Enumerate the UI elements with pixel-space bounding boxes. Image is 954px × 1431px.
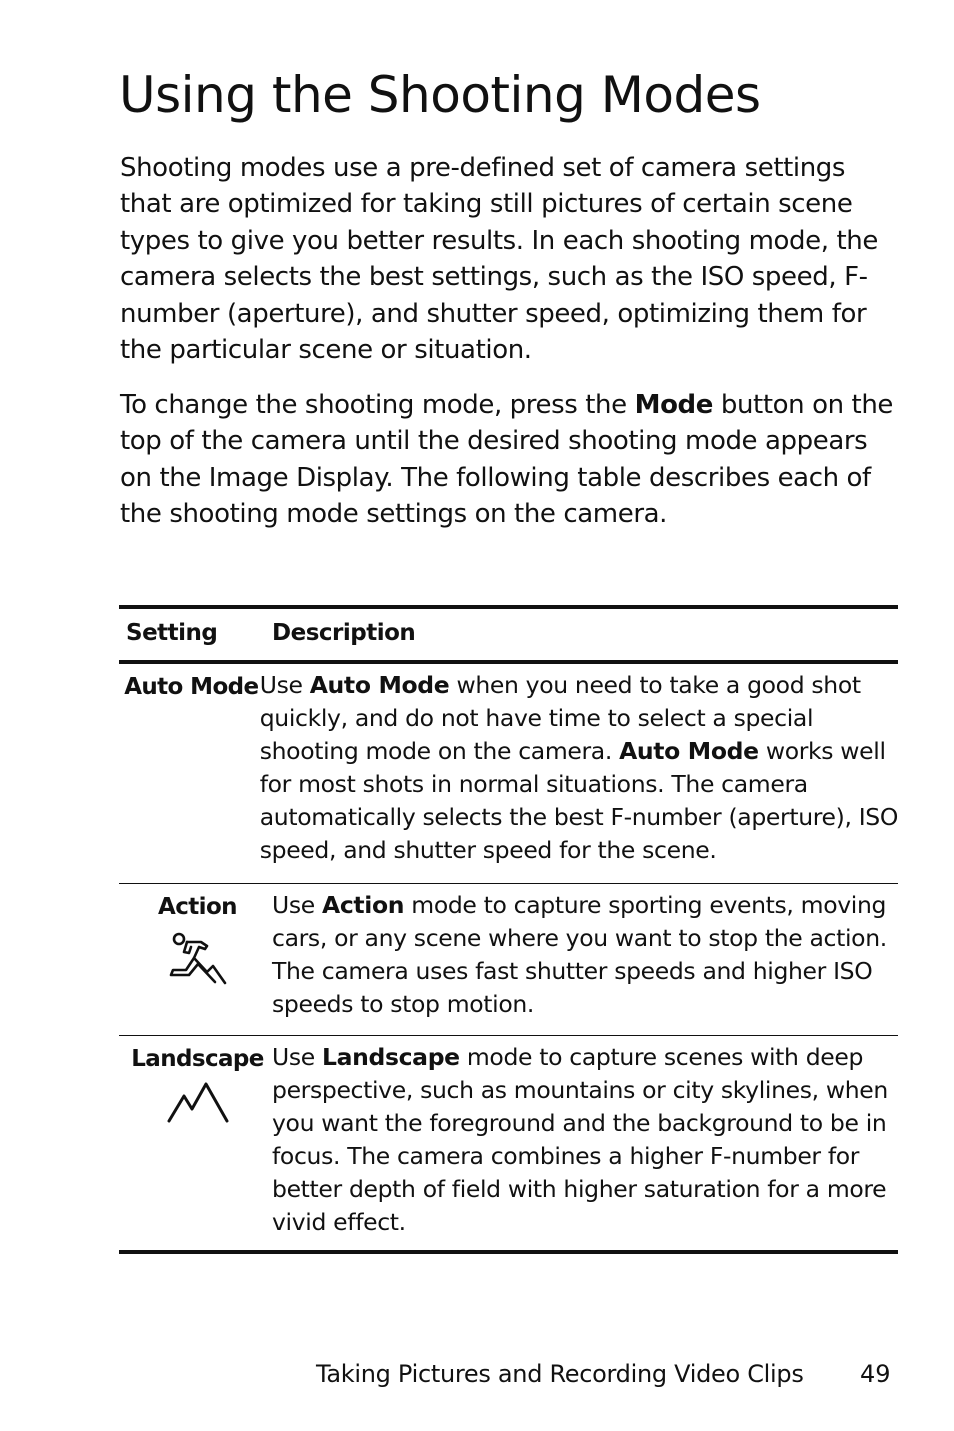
bold-mode-name: Auto Mode <box>619 737 759 766</box>
description-text: you want the foreground and the background to be in <box>272 1109 887 1138</box>
description-text: Use <box>259 671 310 699</box>
table-row-landscape <box>119 1035 898 1250</box>
bold-mode-name: Auto Mode <box>309 671 450 699</box>
setting-cell <box>119 1036 272 1250</box>
mode-button-name: Mode <box>634 390 713 420</box>
description-text: The camera uses fast shutter speeds and higher ISO <box>272 957 873 986</box>
description-line <box>272 889 898 922</box>
description-line <box>272 922 898 955</box>
description-text: automatically selects the best F-number (aperture), ISO <box>259 803 898 832</box>
description-line <box>260 801 898 834</box>
shooting-modes-table <box>119 605 898 1254</box>
page-title: Using the Shooting Modes <box>119 66 761 124</box>
description-text: perspective, such as mountains or city skylines, when <box>272 1076 888 1105</box>
description-line <box>272 1206 898 1239</box>
description-text: when you need to take a good shot <box>449 671 861 699</box>
description-line <box>272 1041 898 1074</box>
description-line <box>272 988 898 1021</box>
intro-text-before: To change the shooting mode, press the <box>120 390 635 420</box>
description-cell <box>272 1036 898 1250</box>
bold-mode-name: Landscape <box>321 1043 460 1071</box>
table-row-action <box>119 883 898 1035</box>
description-cell <box>260 664 898 883</box>
description-text: speed, and shutter speed for the scene. <box>259 836 717 865</box>
description-line <box>272 955 898 988</box>
description-line <box>260 669 898 702</box>
description-cell <box>272 884 898 1035</box>
running-person-icon <box>167 930 229 986</box>
description-line <box>272 1107 898 1140</box>
setting-column-header: Setting <box>126 620 218 646</box>
setting-name: Action <box>158 894 237 920</box>
description-text: better depth of field with higher saturation for a more <box>272 1175 887 1204</box>
setting-name: Landscape <box>131 1046 264 1072</box>
description-text: Use <box>272 1043 322 1071</box>
intro-text-after: button on the top of the camera until the desired shooting mode appears on the Image Display. The following table describes each of the shooting mode settings on the camera. <box>120 390 894 530</box>
description-line <box>260 768 898 801</box>
bold-mode-name: Action <box>321 891 405 919</box>
description-text: cars, or any scene where you want to stop the action. <box>272 924 887 953</box>
setting-cell <box>119 664 260 883</box>
intro-paragraph-1: Shooting modes use a pre-defined set of camera settings that are optimized for taking still pictures of certain scene types to give you better results. In each shooting mode, the camera selects the best settings, such as the ISO speed, F-number (aperture), and shutter speed, optimizing them for the particular scene or situation. <box>120 153 878 366</box>
description-text: works well <box>758 737 886 766</box>
page-number: 49 <box>860 1360 891 1388</box>
description-text: mode to capture sporting events, moving <box>404 891 887 919</box>
description-text: focus. The camera combines a higher F-number for <box>272 1142 860 1171</box>
table-row-auto-mode <box>119 664 898 883</box>
description-text: for most shots in normal situations. The camera <box>259 770 808 799</box>
description-line <box>260 702 898 735</box>
description-text: quickly, and do not have time to select a special <box>259 704 814 733</box>
description-text: speeds to stop motion. <box>272 990 535 1019</box>
description-line <box>272 1173 898 1206</box>
setting-name: Auto Mode <box>124 674 259 700</box>
description-text: Use <box>272 891 322 919</box>
setting-cell <box>119 884 272 1035</box>
description-text: vivid effect. <box>272 1208 406 1237</box>
description-text: shooting mode on the camera. <box>259 737 620 766</box>
description-text: mode to capture scenes with deep <box>459 1043 864 1071</box>
description-line <box>260 834 898 867</box>
description-column-header: Description <box>272 620 416 646</box>
mountain-icon <box>166 1082 230 1124</box>
description-line <box>272 1140 898 1173</box>
intro-paragraph-2 <box>120 387 895 533</box>
description-line <box>272 1074 898 1107</box>
footer-chapter-title: Taking Pictures and Recording Video Clips <box>316 1360 804 1388</box>
description-line <box>260 735 898 768</box>
table-header-row <box>119 609 898 664</box>
